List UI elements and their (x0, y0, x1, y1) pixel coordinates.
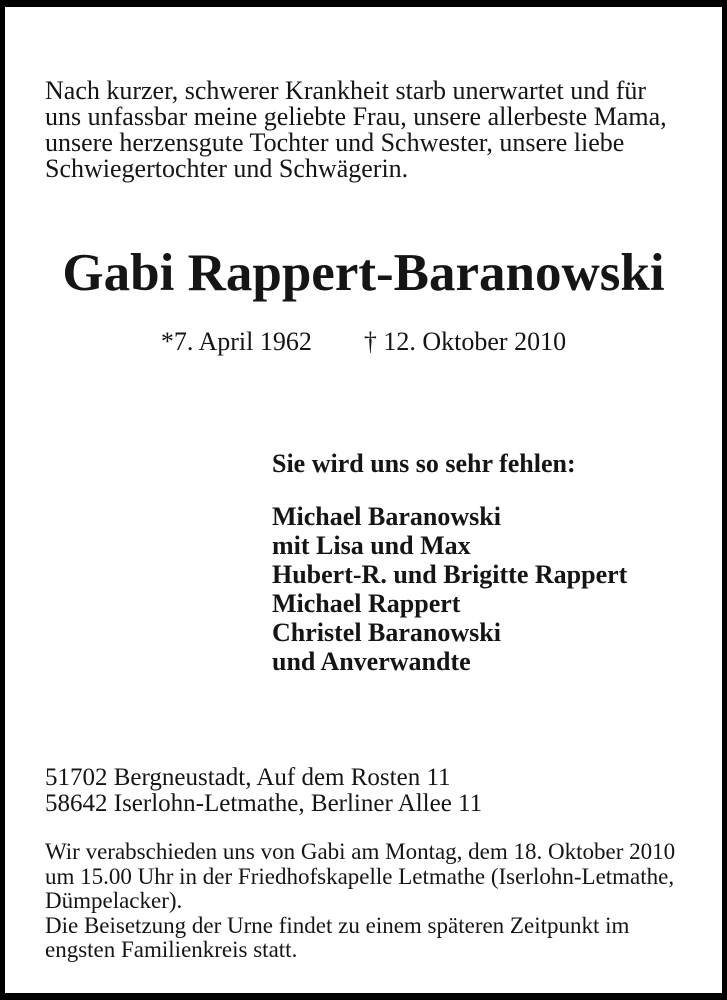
family-addresses (45, 765, 482, 816)
intro-text: Nach kurzer, schwerer Krankheit starb unerwartet und für uns unfassbar meine geliebte Frau, unsere allerbeste Mama, unsere herzensgute Tochter und Schwester, unsere liebe Schwiegertochter und Schwägerin. (45, 76, 667, 183)
burial-text: Die Beisetzung der Urne findet zu einem späteren Zeitpunkt im engsten Familienkreis statt. (45, 912, 630, 962)
mourner-name: Christel Baranowski (272, 618, 501, 647)
mourner-name: Michael Rappert (272, 589, 461, 618)
closing-section (45, 840, 685, 963)
farewell-text: Wir verabschieden uns von Gabi am Montag, dem 18. Oktober 2010 um 15.00 Uhr in der Friedhofskapelle Letmathe (Iserlohn-Letmathe, Dümpelacker). (45, 839, 676, 913)
life-dates (5, 329, 722, 355)
mourner-name: mit Lisa und Max (272, 531, 471, 560)
deceased-name: Gabi Rappert-Baranowski (62, 244, 665, 302)
address-line: 58642 Iserlohn-Letmathe, Berliner Allee 11 (45, 789, 483, 817)
mourner-name: und Anverwandte (272, 647, 471, 676)
death-date: † 12. Oktober 2010 (363, 327, 567, 356)
mourner-name: Michael Baranowski (272, 502, 501, 531)
mourners-list (272, 502, 627, 676)
mourning-phrase: Sie wird uns so sehr fehlen: (272, 449, 576, 478)
address-line: 51702 Bergneustadt, Auf dem Rosten 11 (45, 764, 451, 791)
birth-date: *7. April 1962 (160, 327, 312, 356)
mourner-name: Hubert-R. und Brigitte Rappert (272, 560, 628, 589)
